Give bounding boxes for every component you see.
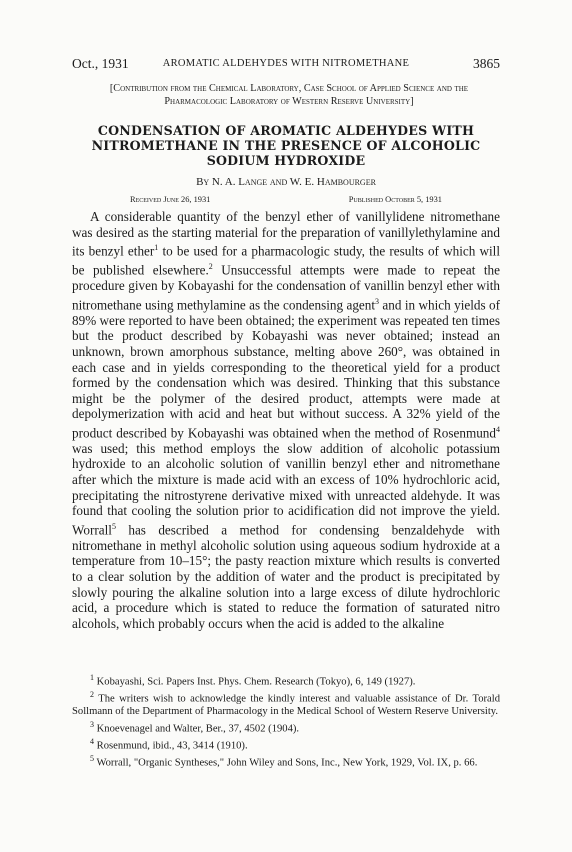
footnote-ref: 3 (375, 296, 380, 306)
footnote-text: Rosenmund, ibid., 43, 3414 (1910). (96, 740, 248, 752)
footnotes (72, 672, 500, 770)
footnote (72, 736, 500, 753)
footnote-mark: 1 (90, 673, 94, 682)
received-date: Received June 26, 1931 (130, 195, 211, 204)
header-date: Oct., 1931 (72, 56, 129, 71)
footnote-mark: 3 (90, 719, 94, 729)
footnote-text: Knoevenagel and Walter, Ber., 37, 4502 (1904). (96, 723, 300, 735)
footnote-ref: 1 (154, 243, 159, 253)
body-text: and in which yields of 89% were reported to have been obtained; the experiment was repeated ten times but the product described by Kobayashi was never obtained; instead an unknown, brown amorphous substance, melting above 260°, was obtained in each case and in yields corresponding to the theoretical yield for a product formed by the condensation which was desired. Thinking that this substance might be the polymer of the desired product, attempts were made at depolymerization with acid and heat but without success. A 32% yield of the product described by Kobayashi was obtained when the method of Rosenmund (72, 297, 500, 441)
footnote (72, 753, 500, 770)
footnote-ref: 4 (496, 424, 500, 434)
footnote (72, 689, 500, 719)
body-text: Unsuccessful attempts were made to repeat the procedure given by Kobayashi for the condensation of vanillin benzyl ether with nitromethane using methylamine as the condensing agent (72, 262, 500, 313)
authors-line: By N. A. Lange and W. E. Hambourger (196, 176, 376, 188)
body-text: has described a method for condensing benzaldehyde with nitromethane in methyl alcoholic solution using aqueous sodium hydroxide at a temperature from 10–15°; the pasty reaction mixture which results is converted to a clear solution by the addition of water and the product is precipitated by slowly pouring the alkaline solution into a large excess of dilute hydrochloric acid, a procedure which is stated to reduce the formation of saturated nitro alcohols, which probably occurs when the acid is added to the alkaline (72, 522, 500, 631)
header-running-title: AROMATIC ALDEHYDES WITH NITROMETHANE (162, 58, 410, 69)
body-text: was used; this method employs the slow addition of alcoholic potassium hydroxide to an alcoholic solution of vanillin benzyl ether and nitromethane after which the mixture is made acid with an excess of 10% hydrochloric acid, precipitating the nitrostyrene derivative mixed with unreacted aldehyde. It was found that cooling the solution prior to acidification did not improve the yield. Worrall (72, 440, 500, 538)
footnote (72, 672, 500, 689)
footnote-ref: 5 (111, 521, 116, 531)
contribution-note: [Contribution from the Chemical Laboratory, Case School of Applied Science and the Pharmacologic Laboratory of Western Reserve University] (109, 83, 469, 107)
page-number: 3865 (473, 56, 500, 71)
footnote-mark: 5 (90, 754, 94, 764)
body-text: to be used for a pharmacologic study, the results of which will be published elsewhere. (72, 243, 500, 278)
footnote-mark: 4 (90, 736, 94, 746)
footnote-text: Kobayashi, Sci. Papers Inst. Phys. Chem. Research (Tokyo), 6, 149 (1927). (96, 676, 416, 688)
footnote-text: The writers wish to acknowledge the kindly interest and valuable assistance of Dr. Torald Sollmann of the Department of Pharmacology in the Medical School of Western Reserve University. (72, 693, 500, 718)
footnote-mark: 2 (90, 690, 94, 700)
footnote-text: Worrall, "Organic Syntheses," John Wiley and Sons, Inc., New York, 1929, Vol. IX, p. 66. (96, 757, 478, 769)
article-title: CONDENSATION OF AROMATIC ALDEHYDES WITH NITROMETHANE IN THE PRESENCE OF ALCOHOLIC SODIUM HYDROXIDE (91, 123, 481, 169)
footnote (72, 719, 500, 736)
running-header (72, 56, 500, 74)
body-paragraph (72, 209, 500, 631)
body-text: A considerable quantity of the benzyl ether of vanillylidene nitromethane was desired as the starting material for the preparation of vanillylethylamine and its benzyl ether (72, 209, 500, 259)
published-date: Published October 5, 1931 (348, 195, 442, 204)
footnote-ref: 2 (208, 262, 213, 272)
